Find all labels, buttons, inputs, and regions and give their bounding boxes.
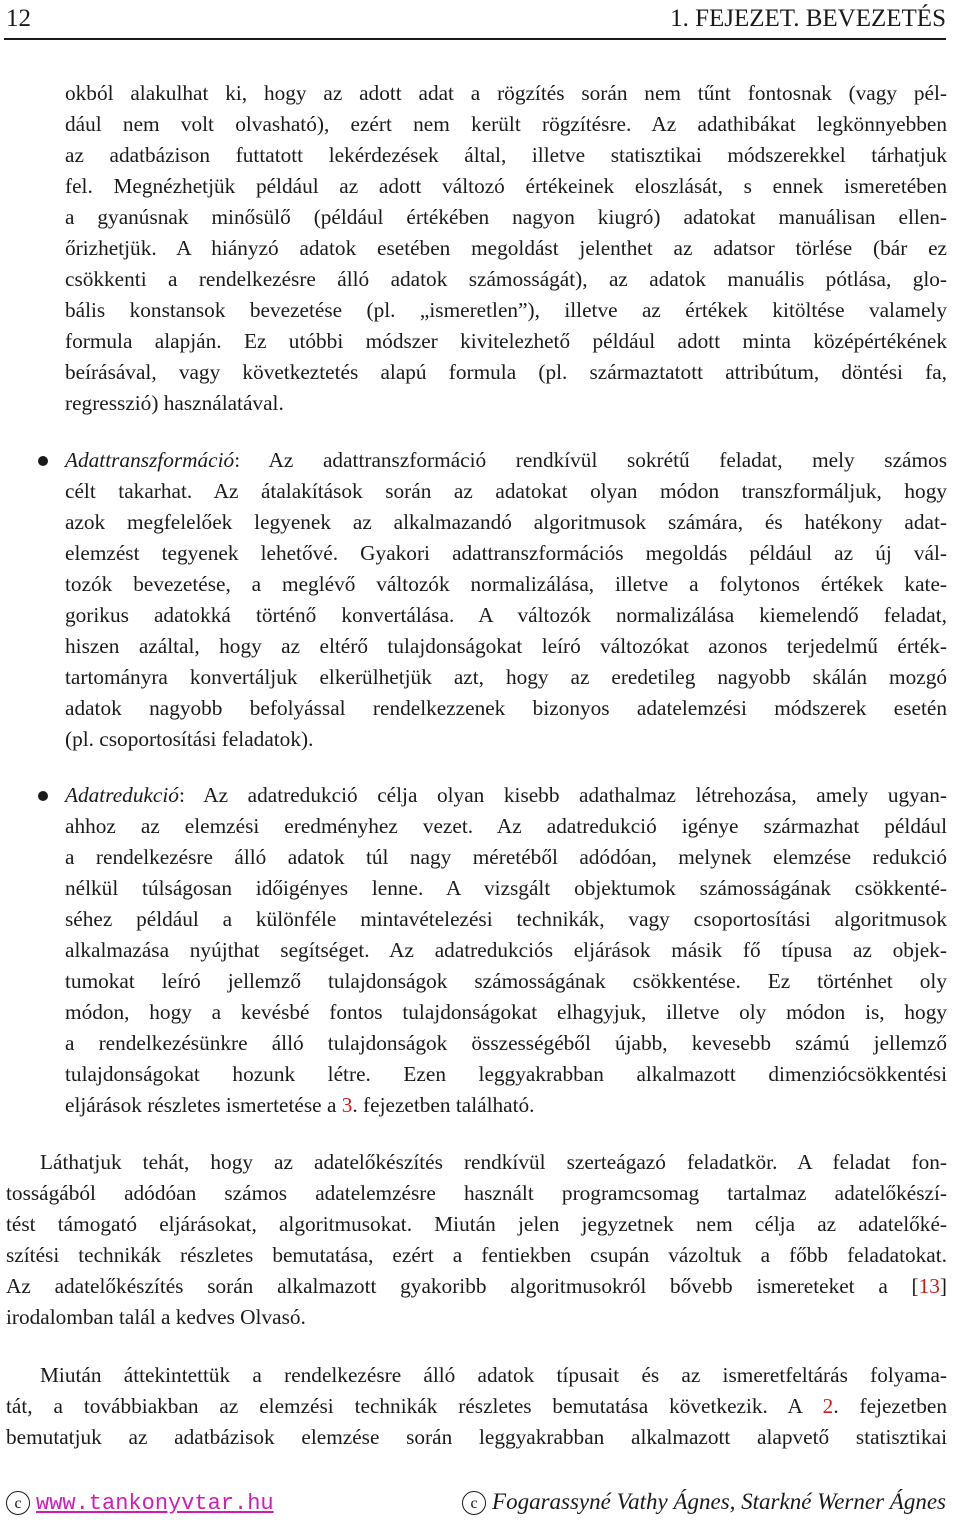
text-fragment: ] bbox=[939, 1274, 947, 1298]
authors: Fogarassyné Vathy Ágnes, Starkné Werner Ágnes bbox=[492, 1489, 946, 1514]
text-fragment: eljárások részletes ismertetése a bbox=[65, 1093, 342, 1117]
text-line: dául nem volt olvasható), ezért nem került rögzítésre. Az adathibákat legkönnyebben bbox=[65, 112, 947, 136]
text-line: elemzést tegyenek lehetővé. Gyakori adattranszformációs megoldás például az új vál- bbox=[65, 541, 947, 565]
text-line: szítési technikák részletes bemutatása, ezért a fentiekben csupán vázoltuk a főbb feladatokat. bbox=[6, 1243, 947, 1267]
copyright-icon: c bbox=[462, 1491, 486, 1515]
text-line: Miután áttekintettük a rendelkezésre álló adatok típusait és az ismeretfeltárás folyama- bbox=[40, 1363, 947, 1387]
running-header bbox=[6, 4, 946, 34]
text-line: őrizhetjük. A hiányzó adatok esetében megoldást jelenthet az adatsor törlése (bár ez bbox=[65, 236, 947, 260]
text-line: tozók bevezetése, a meglévő változók normalizálása, illetve a folytonos értékek kate- bbox=[65, 572, 947, 596]
text-fragment: . fejezetben található. bbox=[352, 1093, 535, 1117]
term-transformation: Adattranszformáció bbox=[65, 448, 235, 472]
text-line: okból alakulhat ki, hogy az adott adat a rögzítés során nem tűnt fontosnak (vagy pél- bbox=[65, 81, 947, 105]
bullet-icon bbox=[38, 456, 48, 466]
text-line: ahhoz az elemzési eredményhez vezet. Az adatredukció igénye származhat például bbox=[65, 814, 947, 838]
text-line: alkalmazása nyújthat segítséget. Az adatredukciós eljárások másik fő típusa az objek- bbox=[65, 938, 947, 962]
text-line: tulajdonságokat hozunk létre. Ezen leggyakrabban alkalmazott dimenziócsökkentési bbox=[65, 1062, 947, 1086]
text-line: célt takarhat. Az átalakítások során az adatokat olyan módon transzformáljuk, hogy bbox=[65, 479, 947, 503]
list-item-transformation bbox=[65, 445, 947, 755]
text-line: tést támogató eljárásokat, algoritmusokat. Miután jelen jegyzetnek nem célja az adatelőké- bbox=[6, 1212, 947, 1236]
text-line: nélkül túlságosan időigényes lenne. A vizsgált objektumok számosságának csökkenté- bbox=[65, 876, 947, 900]
citation-13-link[interactable]: 13 bbox=[918, 1274, 940, 1298]
text-line: tartományra konvertáljuk elkerülhetjük azt, hogy az eredetileg nagyobb skálán mozgó bbox=[65, 665, 947, 689]
bullet-icon bbox=[38, 791, 48, 801]
header-rule bbox=[4, 38, 946, 40]
text-line: gorikus adatokká történő konvertálása. A változók normalizálása kiemelendő feladat, bbox=[65, 603, 947, 627]
text-line: Láthatjuk tehát, hogy az adatelőkészítés rendkívül szerteágazó feladatkör. A feladat fon- bbox=[40, 1150, 947, 1174]
text-line: bális konstansok bevezetése (pl. „ismeretlen”), illetve az értékek kitöltése valamely bbox=[65, 298, 947, 322]
text-fragment: . fejezetben bbox=[833, 1394, 947, 1418]
outlook-paragraph bbox=[6, 1360, 947, 1453]
text-line: beírásával, vagy következtetés alapú formula (pl. származtatott attribútum, döntési fa, bbox=[65, 360, 947, 384]
text-line: a gyanúsnak minősülő (például értékében nagyon kiugró) adatokat manuálisan ellen- bbox=[65, 205, 947, 229]
text-line: csökkenti a rendelkezésre álló adatok számosságát), az adatok manuális pótlása, glo- bbox=[65, 267, 947, 291]
text-fragment: Az adatelőkészítés során alkalmazott gyakoribb algoritmusokról bővebb ismereteket a [ bbox=[6, 1274, 919, 1298]
text-fragment: : Az adattranszformáció rendkívül sokrétű feladat, mely számos bbox=[234, 448, 947, 472]
text-line: hiszen azáltal, hogy az eltérő tulajdonságokat leíró változókat azonos terjedelmű érték- bbox=[65, 634, 947, 658]
copyright-icon: c bbox=[6, 1491, 30, 1515]
text-line: fel. Megnézhetjük például az adott változó értékeinek eloszlását, s ennek ismeretében bbox=[65, 174, 947, 198]
text-line: regresszió) használatával. bbox=[65, 391, 284, 415]
summary-paragraph bbox=[6, 1147, 947, 1333]
chapter-3-link[interactable]: 3 bbox=[341, 1093, 353, 1117]
website-link[interactable]: www.tankonyvtar.hu bbox=[36, 1491, 274, 1516]
continuation-paragraph bbox=[65, 78, 947, 419]
text-line: formula alapján. Ez utóbbi módszer kivitelezhető például adott minta középértékének bbox=[65, 329, 947, 353]
page-number: 12 bbox=[6, 5, 31, 32]
text-line: a rendelkezésünkre álló tulajdonságok összességéből újabb, kevesebb számú jellemző bbox=[65, 1031, 947, 1055]
text-line: séhez például a különféle mintavételezési technikák, vagy csoportosítási algoritmusok bbox=[65, 907, 947, 931]
footer-right bbox=[462, 1486, 946, 1518]
chapter-2-link[interactable]: 2 bbox=[822, 1394, 834, 1418]
footer-left bbox=[6, 1486, 274, 1520]
text-line: bemutatjuk az adatbázisok elemzése során leggyakrabban alkalmazott alapvető statisztikai bbox=[6, 1425, 947, 1449]
text-fragment: : Az adatredukció célja olyan kisebb adathalmaz létrehozása, amely ugyan- bbox=[178, 783, 947, 807]
text-line: irodalomban talál a kedves Olvasó. bbox=[6, 1305, 306, 1329]
text-fragment: tát, a továbbiakban az elemzési technikák részletes bemutatása következik. A bbox=[6, 1394, 823, 1418]
list-item-reduction bbox=[65, 780, 947, 1121]
text-line: adatok nagyobb befolyással rendelkezzenek bizonyos adatelemzési módszerek esetén bbox=[65, 696, 947, 720]
text-line: tumokat leíró jellemző tulajdonságok számosságának csökkentése. Ez történhet oly bbox=[65, 969, 947, 993]
text-line: módon, hogy a kevésbé fontos tulajdonságokat elhagyjuk, illetve oly módon is, hogy bbox=[65, 1000, 947, 1024]
text-line: a rendelkezésre álló adatok túl nagy méretéből adódóan, melynek elemzése redukció bbox=[65, 845, 947, 869]
text-line: (pl. csoportosítási feladatok). bbox=[65, 727, 314, 751]
text-line: az adatbázison futtatott lekérdezések által, illetve statisztikai módszerekkel tárhatjuk bbox=[65, 143, 947, 167]
term-reduction: Adatredukció bbox=[65, 783, 179, 807]
chapter-title: 1. FEJEZET. BEVEZETÉS bbox=[670, 5, 946, 32]
text-line: azok megfelelőek legyenek az alkalmazandó algoritmusok számára, és hatékony adat- bbox=[65, 510, 947, 534]
text-line: tosságából adódóan számos adatelemzésre használt programcsomag tartalmaz adatelőkészí- bbox=[6, 1181, 947, 1205]
page-footer bbox=[6, 1486, 946, 1518]
